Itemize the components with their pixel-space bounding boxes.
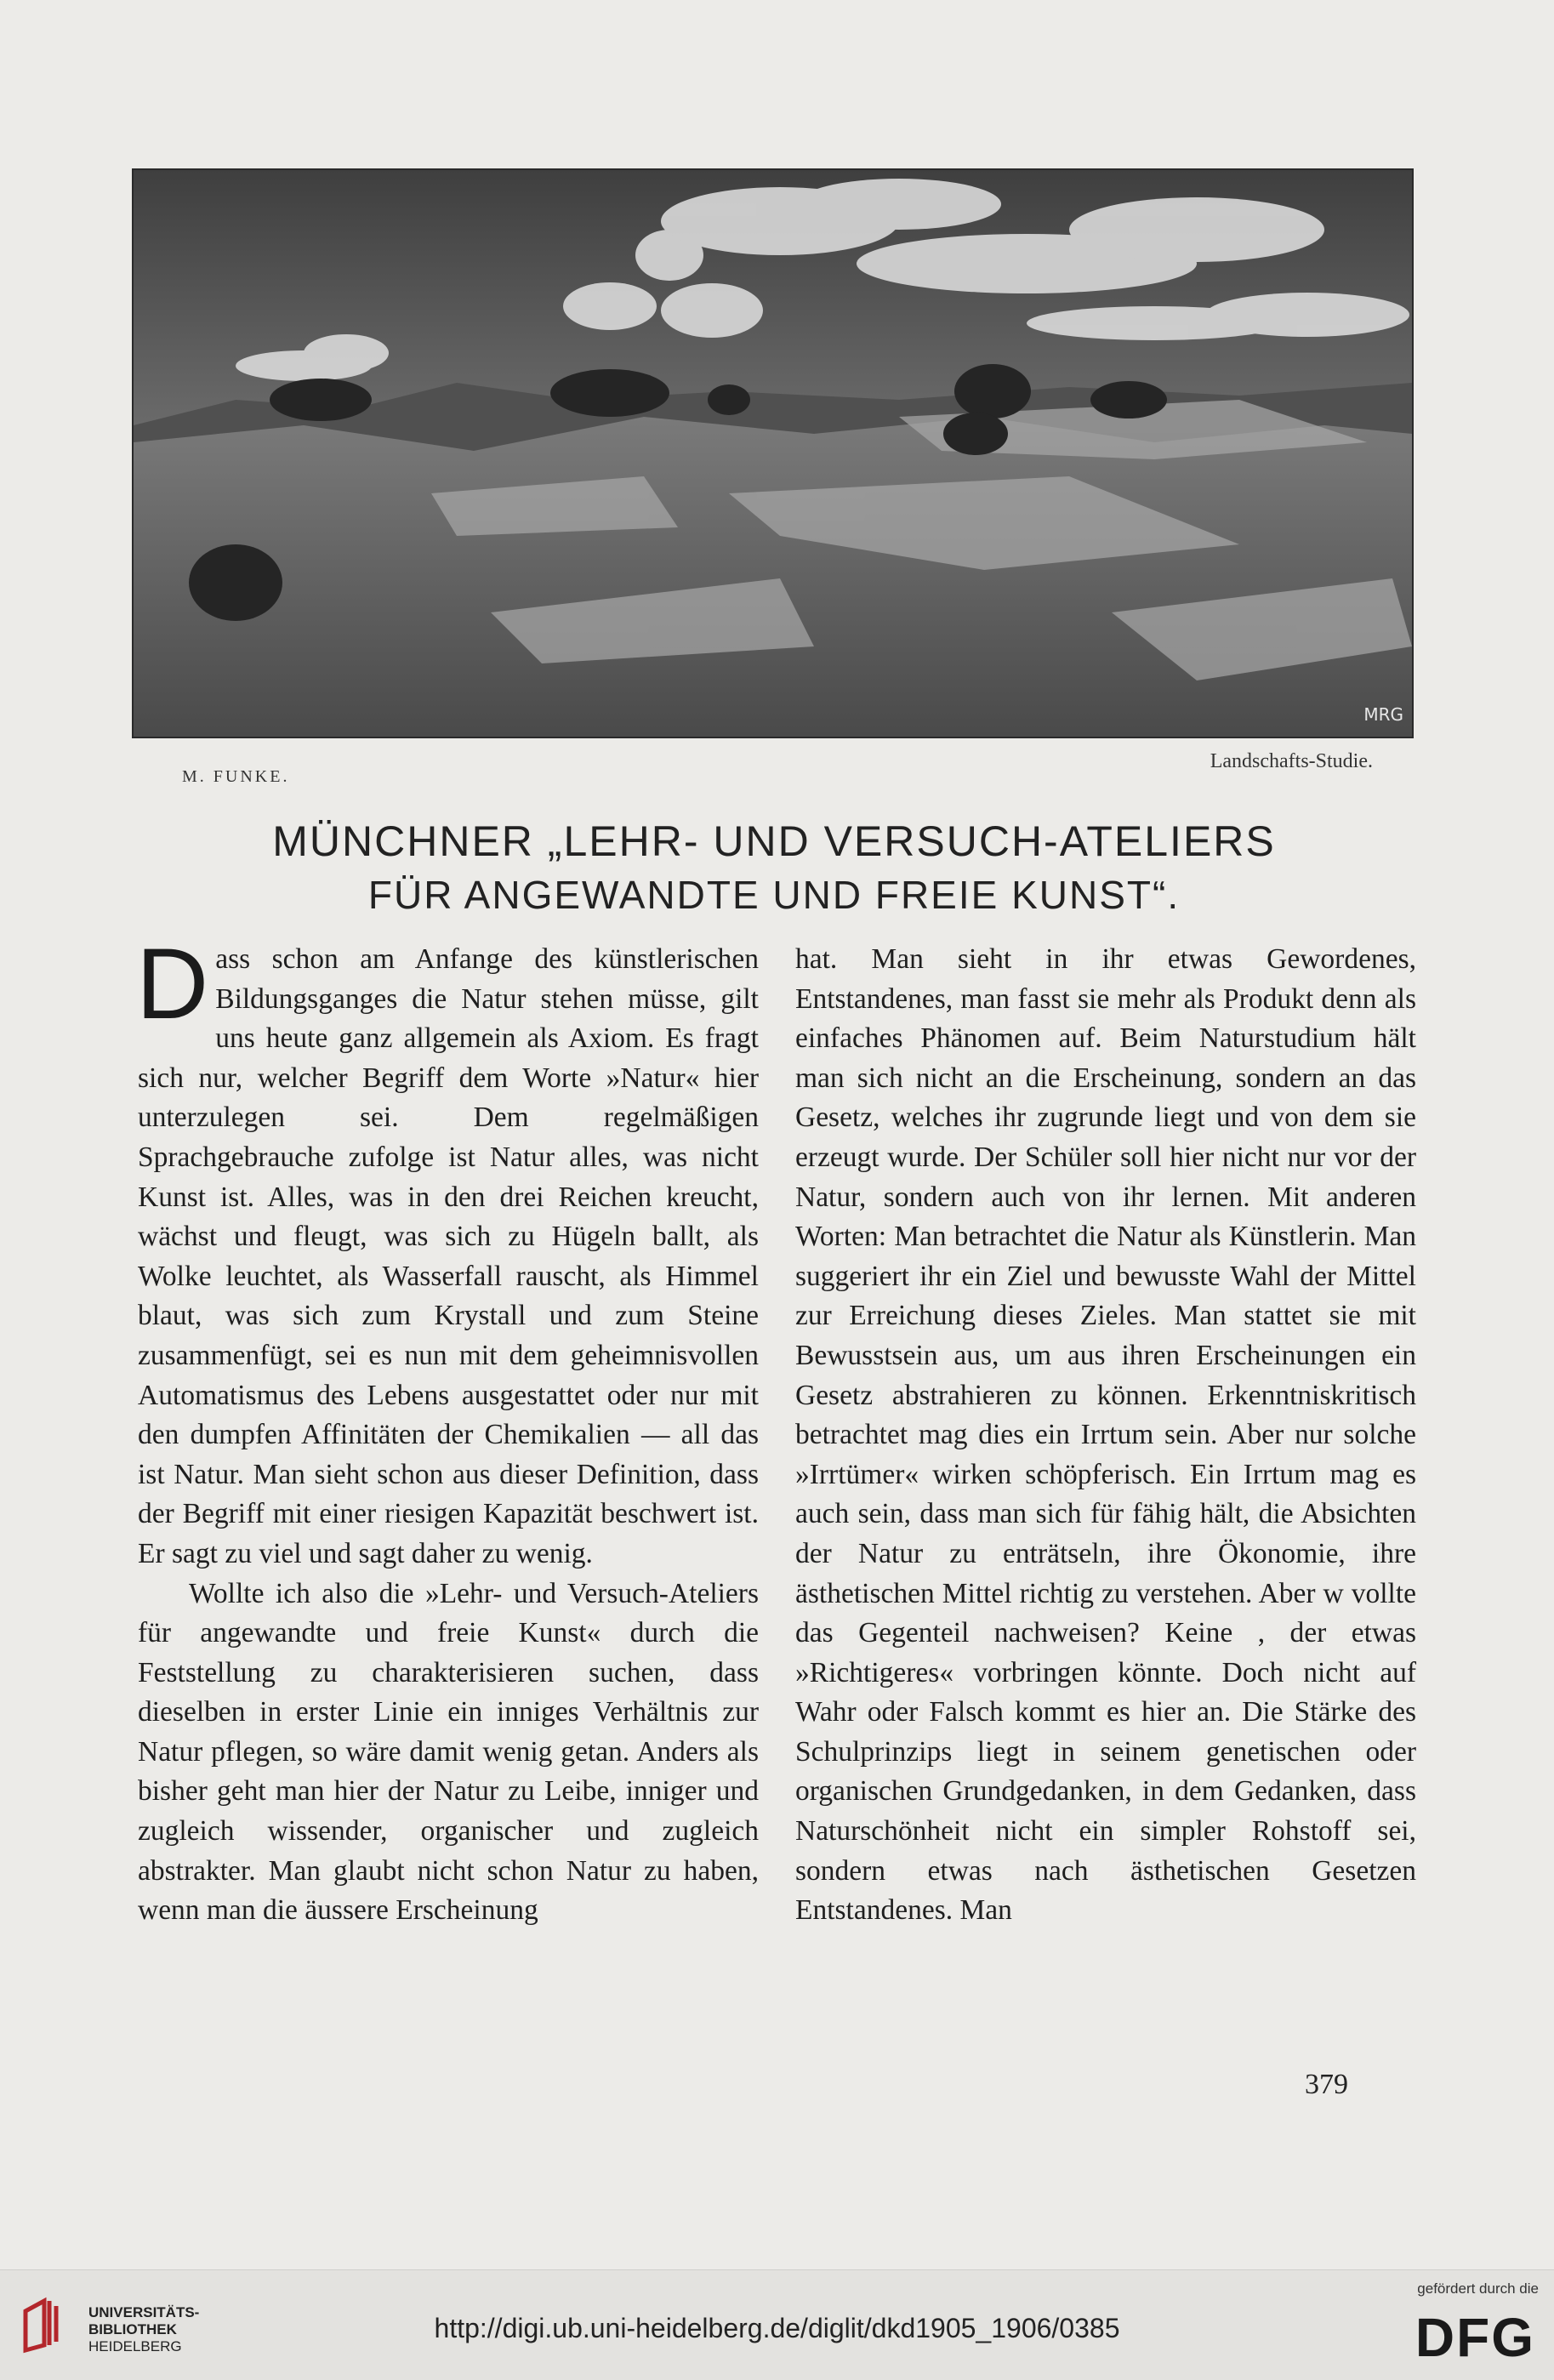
illustration-artist: M. FUNKE.	[182, 767, 290, 786]
funded-by-label: gefördert durch die	[1417, 2280, 1539, 2297]
left-text-column	[136, 928, 759, 1931]
page-number: 379	[1305, 2069, 1348, 2100]
library-name-line-2: BIBLIOTHEK	[88, 2321, 177, 2337]
paragraph-3: hat. Man sieht in ihr etwas Gewordenes, Entstandenes, man fasst sie mehr als Produkt denn als einfaches Phänomen auf. Beim Naturstudium hält man sich nicht an die Erscheinung, sondern an das Gesetz, welches ihr zugrunde liegt und von dem sie erzeugt wurde. Der Schüler soll hier nicht nur vor der Natur, sondern auch von ihr lernen. Mit anderen Worten: Man betrachtet die Natur als Künstlerin. Man suggeriert ihr ein Ziel und bewusste Wahl der Mittel zur Erreichung dieses Zieles. Man stattet sie mit Bewusstsein aus, um aus ihren Erscheinungen ein Gesetz abstrahieren zu können. Erkenntniskritisch betrachtet mag dies ein Irrtum sein. Aber nur solche »Irrtümer« wirken schöpferisch. Ein Irrtum mag es auch sein, dass man sich für fähig hält, die Absichten der Natur zu enträtseln, ihre Ökonomie, ihre ästhetischen Mittel richtig zu verstehen. Aber w vollte das Gegenteil nachweisen? Keine , der etwas »Richtigeres« vorbringen könnte. Doch nicht auf Wahr oder Falsch kommt es hier an. Die Stärke des Schulprinzips liegt in seinem genetischen oder organischen Grundgedanken, in dem Gedanken, dass Naturschönheit nicht ein simpler Rohstoff sei, sondern etwas nach ästhetischen Gesetzen Entstandenes. Man	[795, 943, 1416, 1927]
artist-monogram: MRG	[1363, 704, 1403, 725]
dfg-logo: DFG	[1415, 2307, 1535, 2368]
permalink-url[interactable]: http://digi.ub.uni-heidelberg.de/diglit/dkd1905_1906/0385	[434, 2313, 1120, 2343]
article-title-line-2: FÜR ANGEWANDTE UND FREIE KUNST“.	[367, 873, 1181, 917]
library-name-line-1: UNIVERSITÄTS-	[88, 2304, 200, 2320]
paragraph-1	[136, 928, 759, 1574]
paragraph-1-text: ass schon am Anfange des künstlerischen Bildungsganges die Natur stehen müsse, gilt uns heute ganz allgemein als Axiom. Es fragt sich nur, welcher Begriff dem Worte »Natur« hier unterzulegen sei. Dem regelmäßigen Sprachgebrauche zufolge ist Natur alles, was nicht Kunst ist. Alles, was in den drei Reichen kreucht, wächst und fleugt, was sich zu Hügeln ballt, als Wolke leuchtet, als Wasserfall rauscht, als Himmel blaut, was sich zum Krystall und zum Steine zusammenfügt, sei es nun mit dem geheimnisvollen Automatismus des Lebens ausgestattet oder nur mit den dumpfen Affinitäten der Chemikalien — all das ist Natur. Man sieht schon aus dieser Definition, dass der Begriff mit einer riesigen Kapazität beschwert ist. Er sagt zu viel und sagt daher zu wenig.	[138, 943, 759, 1569]
illustration-title: Landschafts-Studie.	[1210, 750, 1373, 772]
landscape-illustration	[132, 168, 1414, 738]
article-title-line-1: MÜNCHNER „LEHR- UND VERSUCH-ATELIERS	[272, 817, 1276, 865]
paragraph-2: Wollte ich also die »Lehr- und Versuch-Ateliers für angewandte und freie Kunst« durch die Feststellung zu charakterisieren suchen, dass dieselben in erster Linie ein inniges Verhältnis zur Natur pflegen, so wäre damit wenig getan. Anders als bisher geht man hier der Natur zu Leibe, inniger und zugleich wissender, organischer und zugleich abstrakter. Man glaubt nicht schon Natur zu haben, wenn man die äussere Erscheinung	[138, 1577, 759, 1927]
drop-cap: D	[136, 928, 209, 1040]
landscape-painting-icon	[134, 170, 1412, 737]
right-text-column	[795, 940, 1416, 1931]
digitization-footer	[0, 2269, 1554, 2380]
library-name-line-3: HEIDELBERG	[88, 2338, 182, 2354]
